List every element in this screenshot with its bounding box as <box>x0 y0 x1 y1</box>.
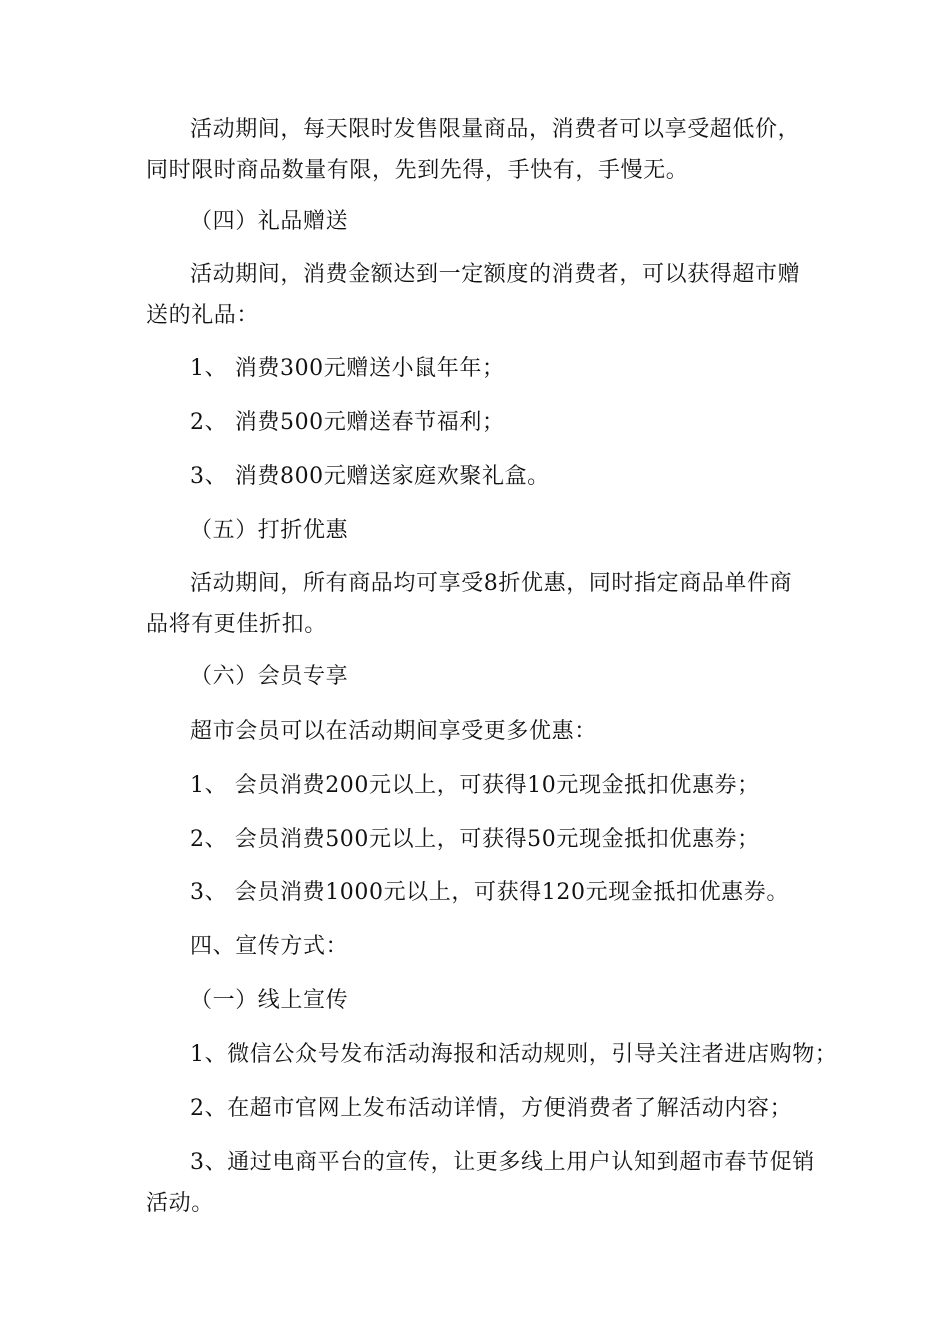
paragraph-line: 活动期间，所有商品均可享受8折优惠，同时指定商品单件商 <box>190 571 793 596</box>
list-item: 3、通过电商平台的宣传，让更多线上用户认知到超市春节促销 <box>190 1150 815 1175</box>
paragraph-line: 送的礼品： <box>146 303 260 328</box>
section-heading: （五）打折优惠 <box>190 518 349 543</box>
paragraph-line: 活动。 <box>146 1191 214 1216</box>
list-item: 2、在超市官网上发布活动详情，方便消费者了解活动内容； <box>190 1096 793 1121</box>
paragraph-line: 超市会员可以在活动期间享受更多优惠： <box>190 719 597 744</box>
chapter-heading: 四、宣传方式： <box>190 934 349 959</box>
list-item: 1、 会员消费200元以上，可获得10元现金抵扣优惠券； <box>190 773 760 798</box>
list-item: 1、 消费300元赠送小鼠年年； <box>190 356 505 381</box>
list-item: 1、微信公众号发布活动海报和活动规则，引导关注者进店购物； <box>190 1042 838 1067</box>
paragraph-line: 活动期间，每天限时发售限量商品，消费者可以享受超低价， <box>190 117 801 142</box>
section-heading: （一）线上宣传 <box>190 988 349 1013</box>
paragraph-line: 同时限时商品数量有限，先到先得，手快有，手慢无。 <box>146 158 689 183</box>
list-item: 2、 消费500元赠送春节福利； <box>190 410 505 435</box>
list-item: 2、 会员消费500元以上，可获得50元现金抵扣优惠券； <box>190 827 760 852</box>
paragraph-line: 活动期间，消费金额达到一定额度的消费者，可以获得超市赠 <box>190 262 801 287</box>
section-heading: （四）礼品赠送 <box>190 209 349 234</box>
paragraph-line: 品将有更佳折扣。 <box>146 612 327 637</box>
section-heading: （六）会员专享 <box>190 664 349 689</box>
list-item: 3、 消费800元赠送家庭欢聚礼盒。 <box>190 464 550 489</box>
list-item: 3、 会员消费1000元以上，可获得120元现金抵扣优惠券。 <box>190 880 789 905</box>
